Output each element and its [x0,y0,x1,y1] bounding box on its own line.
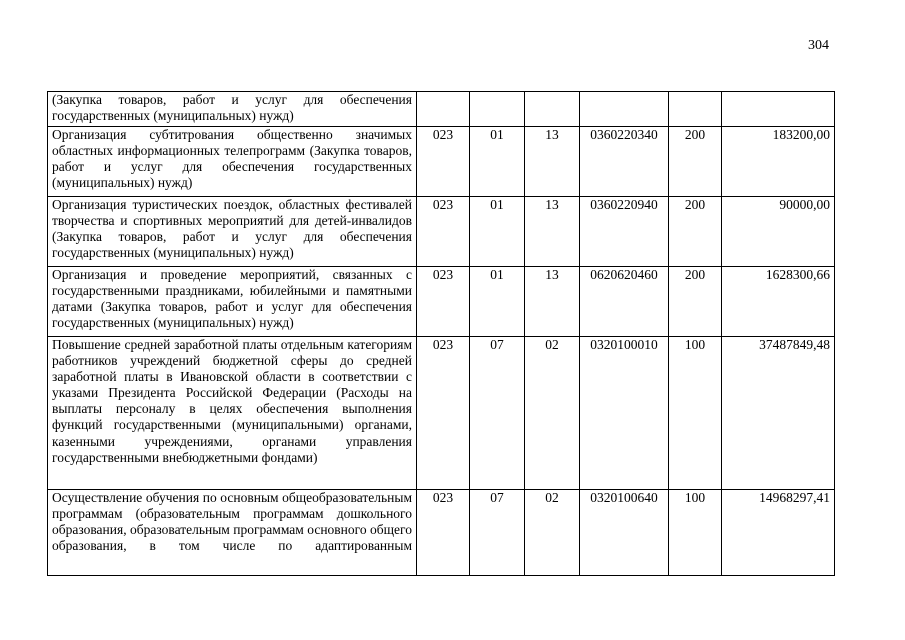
expense-type-code: 100 [669,337,722,490]
table-row [48,490,835,576]
amount: 37487849,48 [722,337,835,490]
row-description: Организация и проведение мероприятий, связанных с государственными праздниками, юбилейными и памятными датами (Закупка товаров, работ и услуг для обеспечения государственных (муниципальных) нужд) [48,267,417,337]
amount: 90000,00 [722,197,835,267]
target-article-code: 0320100640 [580,490,669,576]
ministry-code: 023 [417,267,470,337]
subsection-code: 02 [525,490,580,576]
row-description: (Закупка товаров, работ и услуг для обеспечения государственных (муниципальных) нужд) [48,92,417,127]
section-code: 07 [470,490,525,576]
section-code: 01 [470,267,525,337]
subsection-code: 13 [525,267,580,337]
subsection-code: 13 [525,127,580,197]
expense-type-code: 200 [669,197,722,267]
page-number: 304 [808,38,829,53]
subsection-code: 13 [525,197,580,267]
ministry-code: 023 [417,490,470,576]
subsection-code [525,92,580,127]
ministry-code: 023 [417,197,470,267]
ministry-code: 023 [417,127,470,197]
table-row [48,267,835,337]
ministry-code [417,92,470,127]
section-code: 01 [470,197,525,267]
table-row [48,337,835,490]
row-description: Организация субтитрования общественно значимых областных информационных телепрограмм (Закупка товаров, работ и услуг для обеспечения государственных (муниципальных) нужд) [48,127,417,197]
section-code: 01 [470,127,525,197]
target-article-code: 0620620460 [580,267,669,337]
amount: 183200,00 [722,127,835,197]
row-description: Организация туристических поездок, областных фестивалей творчества и спортивных мероприятий для детей-инвалидов (Закупка товаров, работ и услуг для обеспечения государственных (муниципальных) нужд) [48,197,417,267]
section-code: 07 [470,337,525,490]
target-article-code: 0360220340 [580,127,669,197]
target-article-code [580,92,669,127]
ministry-code: 023 [417,337,470,490]
row-description: Осуществление обучения по основным общеобразовательным программам (образовательным программам дошкольного образования, образовательным программам основного общего образования, в том числе по адаптированным [48,490,417,576]
target-article-code: 0360220940 [580,197,669,267]
expense-type-code: 100 [669,490,722,576]
table-row [48,197,835,267]
amount: 14968297,41 [722,490,835,576]
expense-type-code: 200 [669,127,722,197]
amount: 1628300,66 [722,267,835,337]
expense-type-code [669,92,722,127]
expense-type-code: 200 [669,267,722,337]
row-description: Повышение средней заработной платы отдельным категориям работников учреждений бюджетной сферы до средней заработной платы в Ивановской области в соответствии с указами Президента Российской Федерации (Расходы на выплаты персоналу в целях обеспечения выполнения функций государственными (муниципальными) органами, казенными учреждениями, органами управления государственными внебюджетными фондами) [48,337,417,490]
section-code [470,92,525,127]
budget-table [47,91,835,576]
subsection-code: 02 [525,337,580,490]
table-row [48,127,835,197]
target-article-code: 0320100010 [580,337,669,490]
amount [722,92,835,127]
table-row [48,92,835,127]
